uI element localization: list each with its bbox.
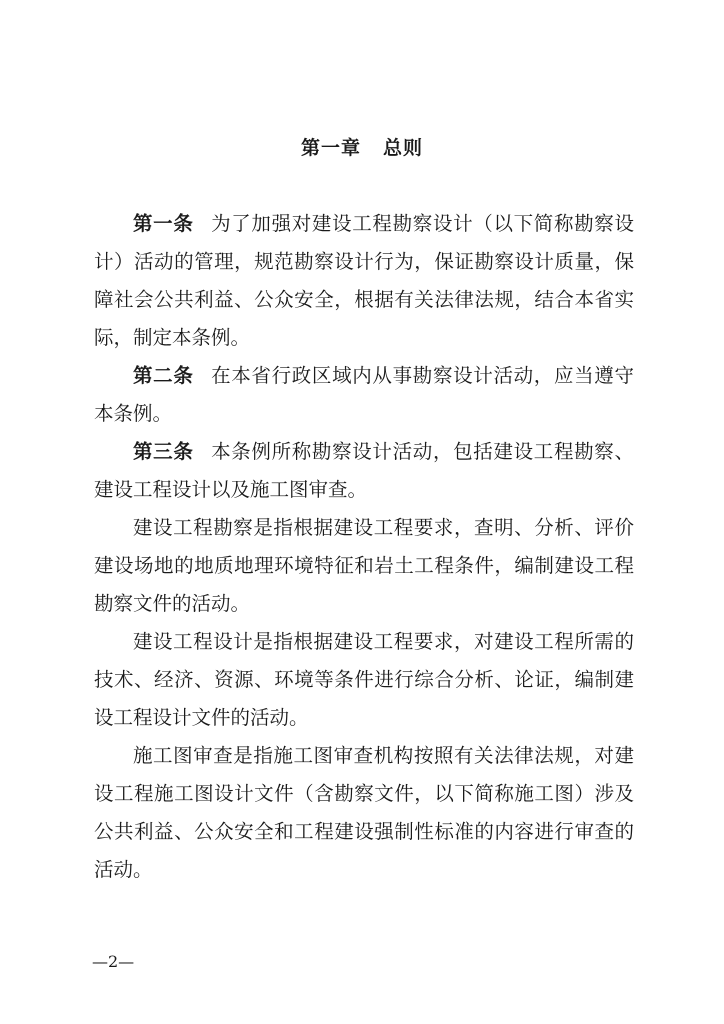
paragraph-design-definition: 建设工程设计是指根据建设工程要求，对建设工程所需的技术、经济、资源、环境等条件进行综合分析、论证，编制建设工程设计文件的活动。 [94,630,634,729]
article-3 [94,433,634,509]
article-2 [94,357,634,433]
chapter-number: 第一章 [300,137,361,159]
paragraph-review-definition: 施工图审查是指施工图审查机构按照有关法律法规，对建设工程施工图设计文件（含勘察文件，以下简称施工图）涉及公共利益、公众安全和工程建设强制性标准的内容进行审查的活动。 [94,744,634,881]
page-number: —2— [92,952,135,971]
article-label: 第二条 [133,364,194,387]
article-label: 第一条 [133,212,194,235]
chapter-title [0,133,724,160]
article-text: 为了加强对建设工程勘察设计（以下简称勘察设计）活动的管理，规范勘察设计行为，保证勘察设计质量，保障社会公共利益、公众安全，根据有关法律法规，结合本省实际，制定本条例。 [94,212,634,349]
article-label: 第三条 [133,440,194,463]
paragraph-survey-definition: 建设工程勘察是指根据建设工程要求，查明、分析、评价建设场地的地质地理环境特征和岩土工程条件，编制建设工程勘察文件的活动。 [94,516,634,615]
article-text: 本条例所称勘察设计活动，包括建设工程勘察、建设工程设计以及施工图审查。 [94,440,634,501]
chapter-heading: 总则 [383,137,424,159]
document-body [94,205,634,889]
article-1 [94,205,634,357]
article-text: 在本省行政区域内从事勘察设计活动，应当遵守本条例。 [94,364,634,425]
